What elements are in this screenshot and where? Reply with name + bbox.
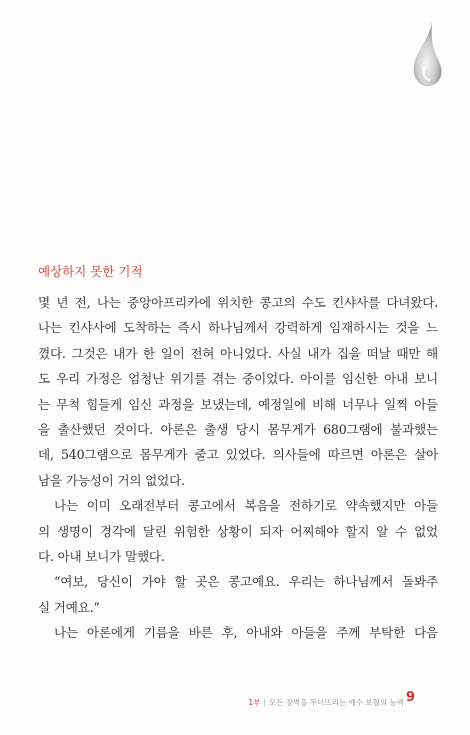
water-drop-icon — [402, 20, 452, 90]
text-line: 도 우리 가정은 엄청난 위기를 겪는 중이었다. 아이를 임신한 아내 보니 — [38, 371, 438, 387]
text-line: 남을 가능성이 거의 없었다. — [38, 472, 185, 488]
text-line: 다. 아내 보니가 말했다. — [38, 548, 165, 564]
page-number: 9 — [406, 690, 416, 705]
footer-running-title: 모든 장벽을 무너뜨리는 예수 보혈의 능력 — [268, 698, 404, 707]
text-line: 실 거예요.” — [38, 599, 100, 615]
section-title: 예상하지 못한 기적 — [38, 264, 143, 279]
text-line: 꼈다. 그것은 내가 한 일이 전혀 아니었다. 사실 내가 집을 떠날 때만 해 — [38, 345, 438, 361]
text-line: 나는 킨샤사에 도착하는 즉시 하나님께서 강력하게 임재하시는 것을 느 — [38, 320, 438, 336]
footer-chapter: 1부 — [248, 698, 261, 707]
footer-separator: | — [263, 698, 266, 707]
text-line: 데, 540그램으로 몸무게가 줄고 있었다. 의사들에 따르면 아론은 살아 — [38, 447, 438, 463]
text-line: 몇 년 전, 나는 중앙아프리카에 위치한 콩고의 수도 킨샤사를 다녀왔다. — [38, 295, 438, 310]
text-line: 나는 아론에게 기름을 바른 후, 아내와 아들을 주께 부탁한 다음 — [54, 625, 438, 641]
text-line: 나는 이미 오래전부터 콩고에서 복음을 전하기로 약속했지만 아들 — [54, 498, 438, 514]
running-footer — [248, 697, 404, 708]
text-line: 의 생명이 경각에 달린 위험한 상황이 되자 어찌해야 할지 알 수 없었 — [38, 523, 438, 539]
text-line: 을 출산했던 것이다. 아론은 출생 당시 몸무게가 680그램에 불과했는 — [38, 421, 438, 437]
text-line: 는 무척 힘들게 임신 과정을 보냈는데, 예정일에 비해 너무나 일찍 아들 — [38, 396, 438, 412]
body-text — [38, 263, 438, 645]
text-line: “여보, 당신이 가야 할 곳은 콩고예요. 우리는 하나님께서 돌봐주 — [54, 574, 438, 590]
